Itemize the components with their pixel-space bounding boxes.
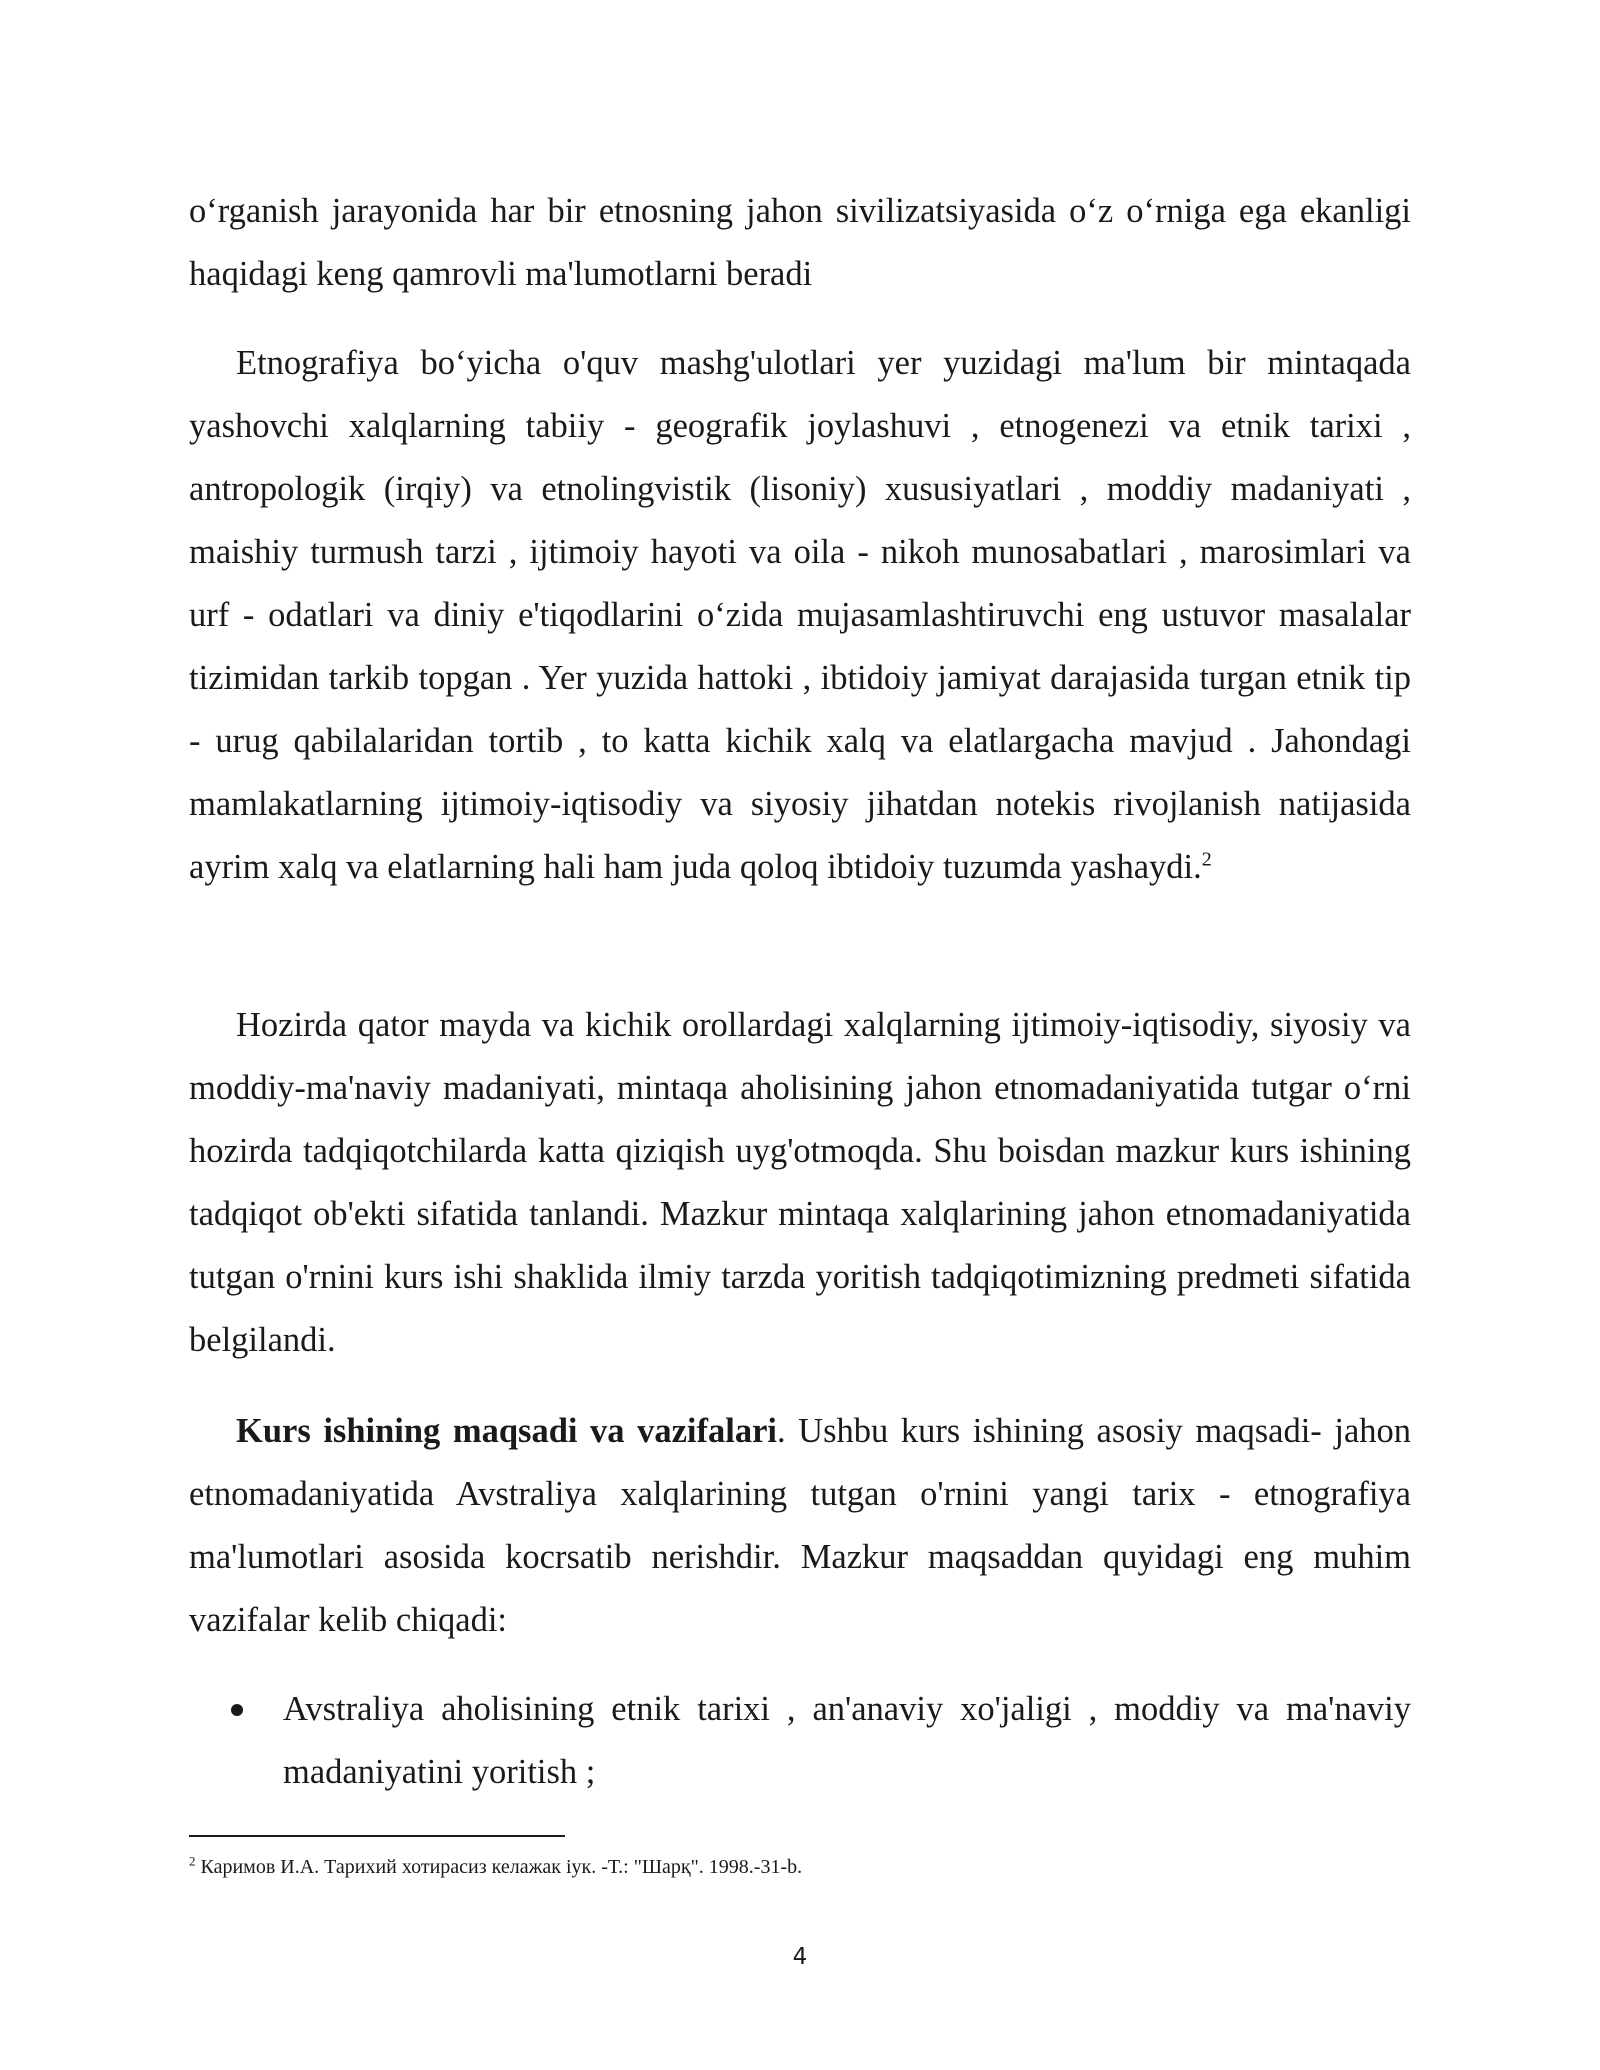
section-heading-inline: Kurs ishining maqsadi va vazifalari	[236, 1412, 777, 1450]
paragraph-1: o‘rganish jarayonida har bir etnosning jahon sivilizatsiyasida o‘z o‘rniga ega ekanligi haqidagi keng qamrovli ma'lumotlarni beradi	[189, 192, 1411, 293]
bullet-icon	[231, 1704, 243, 1716]
footnote-separator	[189, 1835, 565, 1837]
paragraph-2-text: Etnografiya bo‘yicha o'quv mashg'ulotlari yer yuzidagi ma'lum bir mintaqada yashovchi xalqlarning tabiiy - geografik joylashuvi , etnogenezi va etnik tarixi , antropologik (irqiy) va etnolingvistik (lisoniy) xususiyatlari , moddiy madaniyati , maishiy turmush tarzi , ijtimoiy hayoti va oila - nikoh munosabatlari , marosimlari va urf - odatlari va diniy e'tiqodlarini o‘zida mujasamlashtiruvchi eng ustuvor masalalar tizimidan tarkib topgan . Yer yuzida hattoki , ibtidoiy jamiyat darajasida turgan etnik tip - urug qabilalaridan tortib , to katta kichik xalq va elatlargacha mavjud . Jahondagi mamlakatlarning ijtimoiy-iqtisodiy va siyosiy jihatdan notekis rivojlanish natijasida ayrim xalq va elatlarning hali ham juda qoloq ibtidoiy tuzumda yashaydi.	[189, 344, 1411, 886]
footnote-reference[interactable]: 2	[1201, 848, 1212, 871]
footnote	[189, 1852, 1411, 1882]
footnote-number: 2	[189, 1853, 196, 1869]
paragraph-3: Hozirda qator mayda va kichik orollardagi xalqlarning ijtimoiy-iqtisodiy, siyosiy va moddiy-ma'naviy madaniyati, mintaqa aholisining jahon etnomadaniyatida tutgar o‘rni hozirda tadqiqotchilarda katta qiziqish uyg'otmoqda. Shu boisdan mazkur kurs ishining tadqiqot ob'ekti sifatida tanlandi. Mazkur mintaqa xalqlarining jahon etnomadaniyatida tutgan o'rnini kurs ishi shaklida ilmiy tarzda yoritish tadqiqotimizning predmeti sifatida belgilandi.	[189, 1006, 1411, 1359]
bullet-item-text: Avstraliya aholisining etnik tarixi , an'anaviy xo'jaligi , moddiy va ma'naviy madaniyatini yoritish ;	[283, 1690, 1411, 1791]
paragraph-4	[189, 1400, 1411, 1652]
paragraph-2	[189, 332, 1411, 899]
footnote-text: Каримов И.А. Тарихий хотирасиз келажак iук. -Т.: "Шарқ". 1998.-31-b.	[195, 1856, 803, 1878]
paragraph-4-text: . Ushbu kurs ishining asosiy maqsadi- jahon etnomadaniyatida Avstraliya xalqlarining tutgan o'rnini yangi tarix - etnografiya ma'lumotlari asosida kocrsatib nerishdir. Mazkur maqsaddan quyidagi eng muhim vazifalar kelib chiqadi:	[189, 1412, 1412, 1639]
page-number: 4	[792, 1944, 808, 1970]
